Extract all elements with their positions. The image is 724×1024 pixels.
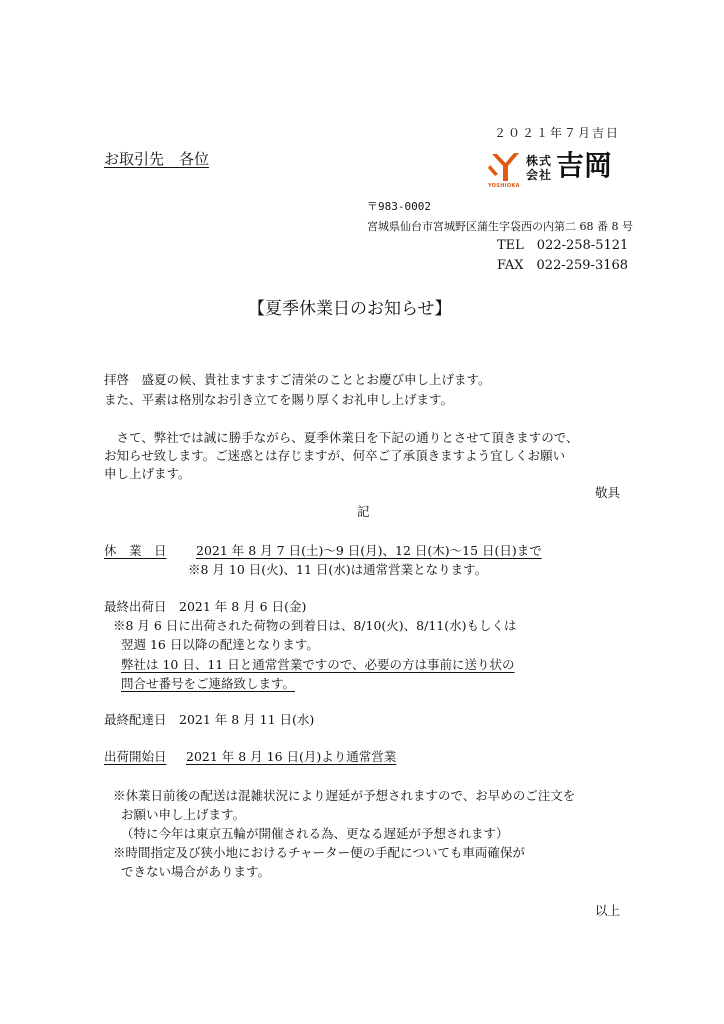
postal-code: 〒983-0002 bbox=[367, 200, 431, 213]
ki-label: 記 bbox=[357, 504, 370, 519]
closing-keigu: 敬具 bbox=[594, 485, 620, 500]
notes-line: （特に今年は東京五輪が開催される為、更なる遅延が予想されます） bbox=[121, 826, 509, 841]
message-line: さて、弊社では誠に勝手ながら、夏季休業日を下記の通りとさせて頂きますので、 bbox=[104, 430, 579, 445]
company-logo bbox=[488, 150, 620, 192]
resume-date: 2021 年 8 月 16 日(月)より通常営業 bbox=[186, 749, 397, 764]
holiday-period: 2021 年 8 月 7 日(土)～9 日(月)、12 日(木)～15 日(日)まで bbox=[196, 543, 542, 558]
logo-company-name: 吉岡 bbox=[556, 149, 613, 182]
addressee: お取引先 各位 bbox=[104, 150, 210, 168]
holiday-label: 休 業 日 bbox=[104, 543, 167, 558]
notes-line: お願い申し上げます。 bbox=[121, 807, 246, 822]
last-delivery-date: 最終配達日 2021 年 8 月 11 日(水) bbox=[104, 712, 315, 727]
shipping-note-underlined: 弊社は 10 日、11 日と通常営業ですので、必要の方は事前に送り状の bbox=[121, 657, 515, 672]
logo-kabushiki: 株式会社 bbox=[526, 154, 553, 182]
greeting-line: 拝啓 盛夏の候、貴社ますますご清栄のこととお慶び申し上げます。 bbox=[104, 372, 491, 387]
company-address: 宮城県仙台市宮城野区蒲生字袋西の内第二 68 番 8 号 bbox=[367, 220, 633, 233]
issue-date: ２０２１年７月吉日 bbox=[493, 126, 620, 140]
tel-number: TEL 022-258-5121 bbox=[497, 238, 629, 253]
notes-line: ※休業日前後の配送は混雑状況により遅延が予想されますので、お早めのご注文を bbox=[113, 788, 576, 803]
closing-ijo: 以上 bbox=[594, 903, 620, 918]
shipping-note: ※8 月 6 日に出荷された荷物の到着日は、8/10(火)、8/11(水)もしくは bbox=[113, 618, 517, 633]
notes-line: ※時間指定及び狭小地におけるチャーター便の手配についても車両確保が bbox=[113, 845, 525, 860]
message-line: お知らせ致します。ご迷惑とは存じますが、何卒ご了承頂きますよう宜しくお願い bbox=[104, 448, 566, 463]
message-line: 申し上げます。 bbox=[104, 466, 191, 481]
notes-line: できない場合があります。 bbox=[121, 864, 271, 879]
holiday-note: ※8 月 10 日(火)、11 日(水)は通常営業となります。 bbox=[188, 562, 488, 577]
greeting-line: また、平素は格別なお引き立てを賜り厚くお礼申し上げます。 bbox=[104, 392, 454, 407]
shipping-note: 翌週 16 日以降の配達となります。 bbox=[121, 637, 319, 652]
notice-title: 【夏季休業日のお知らせ】 bbox=[248, 299, 452, 319]
logo-romaji: YOSHIOKA bbox=[488, 183, 520, 189]
last-shipping-date: 最終出荷日 2021 年 8 月 6 日(金) bbox=[104, 599, 307, 614]
resume-label: 出荷開始日 bbox=[104, 749, 167, 764]
shipping-note-underlined: 問合せ番号をご連絡致します。 bbox=[121, 676, 296, 691]
fax-number: FAX 022-259-3168 bbox=[497, 258, 629, 273]
